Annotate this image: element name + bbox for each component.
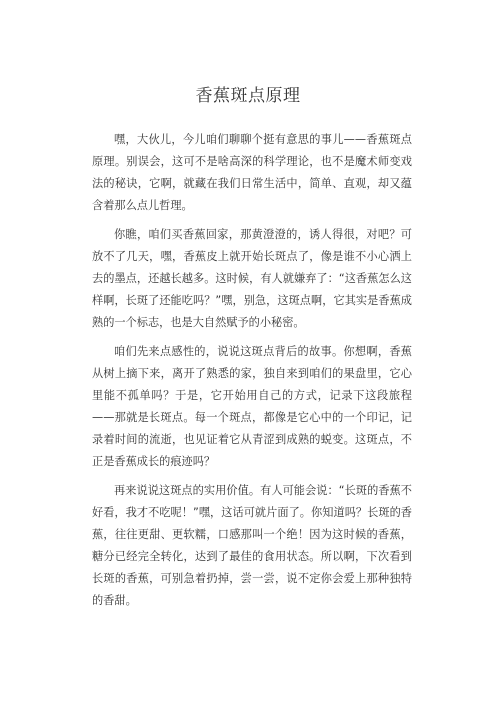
- paragraph-1: 嘿，大伙儿，今儿咱们聊聊个挺有意思的事儿——香蕉斑点原理。别误会，这可不是啥高深的科学理论，也不是魔术师变戏法的秘诀，它啊，就藏在我们日常生活中，简单、直观，却又蕴含着那么点儿哲理。: [92, 133, 412, 212]
- paragraph-3: 咱们先来点感性的，说说这斑点背后的故事。你想啊，香蕉从树上摘下来，离开了熟悉的家，独自来到咱们的果盘里，它心里能不孤单吗？于是，它开始用自己的方式，记录下这段旅程——那就是长斑点。每一个斑点，都像是它心中的一个印记，记录着时间的流逝，也见证着它从青涩到成熟的蜕变。这斑点，不正是香蕉成长的痕迹吗？: [92, 345, 412, 468]
- document-body: [92, 129, 412, 619]
- document-title: 香蕉斑点原理: [195, 86, 301, 106]
- paragraph-4: 再来说说这斑点的实用价值。有人可能会说：“长斑的香蕉不好看，我才不吃呢！”嘿，这话可就片面了。你知道吗？长斑的香蕉，往往更甜、更软糯，口感那叫一个绝！因为这时候的香蕉，糖分已经完全转化，达到了最佳的食用状态。所以啊，下次看到长斑的香蕉，可别急着扔掉，尝一尝，说不定你会爱上那种独特的香甜。: [92, 484, 412, 607]
- paragraph-2: 你瞧，咱们买香蕉回家，那黄澄澄的，诱人得很，对吧？可放不了几天，嘿，香蕉皮上就开始长斑点了，像是谁不小心洒上去的墨点，还越长越多。这时候，有人就嫌弃了：“这香蕉怎么这样啊，长斑了还能吃吗？”嘿，别急，这斑点啊，它其实是香蕉成熟的一个标志，也是大自然赋予的小秘密。: [92, 228, 412, 329]
